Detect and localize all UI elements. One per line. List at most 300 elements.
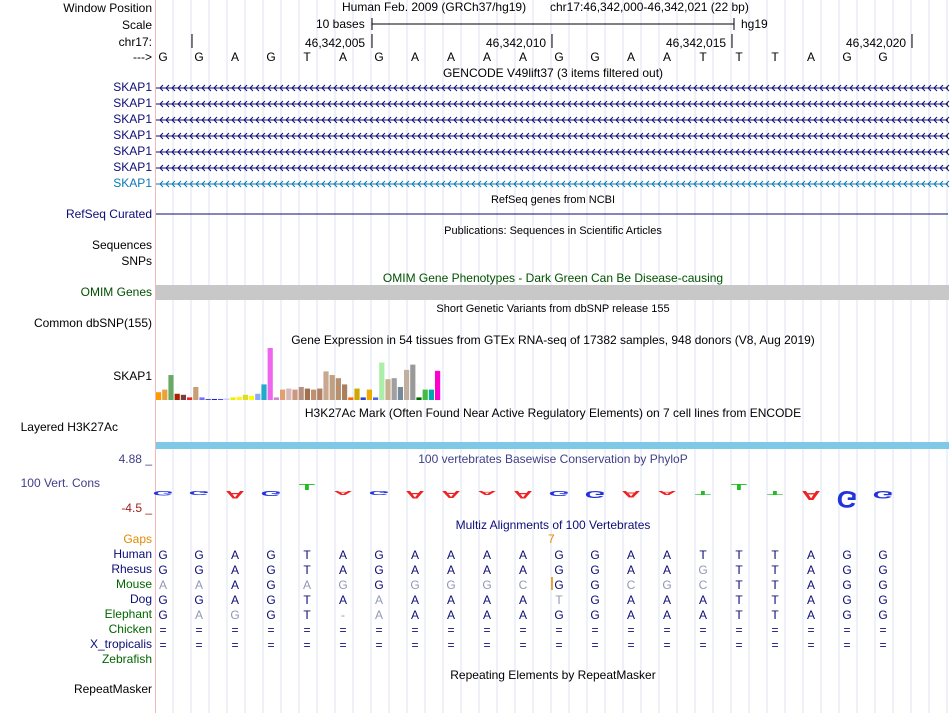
phylop-letter xyxy=(405,488,425,500)
alignment-base: G xyxy=(878,563,888,577)
alignment-base: T xyxy=(735,548,743,562)
alignment-base: = xyxy=(231,623,239,637)
phylop-letter xyxy=(369,490,390,496)
alignment-base: A xyxy=(662,608,672,622)
alignment-base: = xyxy=(879,623,887,637)
gtex-tissue-bar xyxy=(162,390,167,400)
gtex-tissue-bar xyxy=(268,348,273,400)
phylop-letter xyxy=(767,490,784,496)
species-label-rhesus: Rhesus xyxy=(111,562,152,576)
gtex-tissue-bar xyxy=(243,395,248,400)
refseq-track-title[interactable]: RefSeq genes from NCBI xyxy=(490,194,616,206)
phylop-letter xyxy=(225,488,245,500)
phylop-min-label: -4.5 _ xyxy=(121,501,152,515)
sequence-base: A xyxy=(446,50,456,64)
alignment-base: G xyxy=(878,593,888,607)
alignment-base: G xyxy=(446,578,456,592)
gtex-tissue-bar xyxy=(212,399,217,400)
alignment-base: A xyxy=(230,563,240,577)
alignment-base: A xyxy=(410,563,420,577)
alignment-base: T xyxy=(771,608,779,622)
gtex-tissue-bar xyxy=(435,371,440,400)
alignment-base: A xyxy=(626,593,636,607)
dbsnp-track-title[interactable]: Short Genetic Variants from dbSNP release 155 xyxy=(436,303,670,315)
gtex-tissue-bar xyxy=(280,390,285,400)
assembly-db-label: hg19 xyxy=(741,17,768,31)
gene-label-skap1[interactable]: SKAP1 xyxy=(113,80,152,94)
gene-label-skap1[interactable]: SKAP1 xyxy=(113,144,152,158)
alignment-base: G xyxy=(590,548,600,562)
gtex-tissue-bar xyxy=(156,392,161,400)
alignment-base: A xyxy=(446,608,456,622)
phylop-letter-glyph: A xyxy=(333,489,353,496)
alignment-base: A xyxy=(446,563,456,577)
phylop-letter-glyph: A xyxy=(621,488,641,500)
alignment-base: = xyxy=(447,638,455,652)
alignment-base: = xyxy=(555,623,563,637)
alignment-base: = xyxy=(267,638,275,652)
alignment-base: A xyxy=(662,563,672,577)
gtex-tissue-bar xyxy=(168,375,173,400)
gap-count: 7 xyxy=(548,532,555,546)
position-readout: chr17:46,342,000-46,342,021 (22 bp) xyxy=(550,0,749,14)
h3k27ac-label[interactable]: Layered H3K27Ac xyxy=(20,420,118,434)
alignment-base: G xyxy=(842,548,852,562)
alignment-base: A xyxy=(482,548,492,562)
alignment-base: A xyxy=(374,593,384,607)
gene-label-skap1[interactable]: SKAP1 xyxy=(113,176,152,190)
alignment-base: = xyxy=(591,623,599,637)
phylop-letter xyxy=(621,489,640,499)
alignment-base: G xyxy=(158,563,168,577)
alignment-base: = xyxy=(591,638,599,652)
alignment-base: G xyxy=(338,578,348,592)
alignment-base: G xyxy=(194,563,204,577)
alignment-base: C xyxy=(518,578,528,592)
gtex-tissue-bar xyxy=(230,397,235,400)
sequence-base: G xyxy=(158,50,168,64)
sequence-base: T xyxy=(735,50,743,64)
gtex-tissue-bar xyxy=(398,387,403,400)
alignment-base: = xyxy=(627,623,635,637)
gene-label-skap1[interactable]: SKAP1 xyxy=(113,96,152,110)
gtex-tissue-bar xyxy=(330,375,335,400)
sequence-base: G xyxy=(266,50,276,64)
ruler-tick-label: 46,342,020 xyxy=(846,36,907,50)
alignment-base: T xyxy=(735,578,743,592)
alignment-base: A xyxy=(446,548,456,562)
alignment-base: = xyxy=(699,638,707,652)
alignment-base: = xyxy=(771,638,779,652)
gtex-tissue-bar xyxy=(323,371,328,400)
alignment-base: G xyxy=(554,563,564,577)
alignment-base: G xyxy=(266,593,276,607)
alignment-base: = xyxy=(843,638,851,652)
strand-arrow-label: ---> xyxy=(133,50,152,64)
alignment-base: = xyxy=(807,623,815,637)
alignment-base: = xyxy=(195,638,203,652)
alignment-base: A xyxy=(338,548,348,562)
phylop-letter xyxy=(153,489,174,496)
sequence-base: G xyxy=(194,50,204,64)
omim-coverage-bar[interactable] xyxy=(156,285,949,300)
alignment-base: A xyxy=(698,608,708,622)
h3k27ac-signal-bar[interactable] xyxy=(156,442,949,449)
gtex-tissue-bar xyxy=(299,387,304,400)
alignment-base: T xyxy=(303,593,311,607)
alignment-base: = xyxy=(159,623,167,637)
phylop-letter xyxy=(657,490,676,496)
gene-models xyxy=(156,18,949,214)
phylop-letter xyxy=(695,490,712,496)
alignment-base: = xyxy=(699,623,707,637)
alignment-base: T xyxy=(771,578,779,592)
gtex-tissue-bar xyxy=(379,363,384,400)
alignment-base: A xyxy=(374,608,384,622)
alignment-base: G xyxy=(230,608,240,622)
phylop-letter-glyph: T xyxy=(298,482,316,493)
phylop-letter-glyph: G xyxy=(188,489,210,496)
omim-track-title[interactable]: OMIM Gene Phenotypes - Dark Green Can Be Disease-causing xyxy=(382,271,724,285)
alignment-base: = xyxy=(555,638,563,652)
alignment-base: = xyxy=(303,623,311,637)
phylop-letter xyxy=(441,488,460,499)
phylop-letter xyxy=(333,490,352,496)
phylop-letter-glyph: T xyxy=(766,489,784,496)
alignment-base: A xyxy=(410,608,420,622)
alignment-base: G xyxy=(158,548,168,562)
gtex-gene-label[interactable]: SKAP1 xyxy=(113,369,152,383)
alignment-base: A xyxy=(626,548,636,562)
alignment-base: G xyxy=(698,563,708,577)
gtex-tissue-bar xyxy=(218,399,223,400)
gtex-tissue-bar xyxy=(373,397,378,400)
omim-label[interactable]: OMIM Genes xyxy=(80,285,152,299)
phylop-letter xyxy=(873,488,894,500)
alignment-base: A xyxy=(230,593,240,607)
alignment-base: G xyxy=(374,548,384,562)
sequence-base: G xyxy=(374,50,384,64)
phylop-letter-glyph: G xyxy=(152,489,174,497)
gtex-track-title[interactable]: Gene Expression in 54 tissues from GTEx RNA-seq of 17382 samples, 948 donors (V8, Aug 2019) xyxy=(291,333,815,347)
alignment-base: A xyxy=(482,608,492,622)
alignment-base: = xyxy=(375,623,383,637)
alignment-base: T xyxy=(303,608,311,622)
phylop-letter-glyph: A xyxy=(405,488,425,501)
gtex-tissue-bar xyxy=(292,390,297,400)
phylop-letter-glyph: G xyxy=(368,489,390,496)
alignment-base: = xyxy=(771,623,779,637)
gene-label-skap1[interactable]: SKAP1 xyxy=(113,160,152,174)
alignment-base: G xyxy=(878,548,888,562)
dbsnp-label[interactable]: Common dbSNP(155) xyxy=(33,316,152,330)
scale-bar-label: 10 bases xyxy=(316,17,365,31)
gtex-tissue-bar xyxy=(261,384,266,400)
alignment-base: A xyxy=(518,563,528,577)
alignment-base: A xyxy=(662,548,672,562)
phylop-letter-glyph: G xyxy=(584,488,606,500)
species-label-human: Human xyxy=(113,547,152,561)
alignment-base: A xyxy=(518,593,528,607)
alignment-base: = xyxy=(339,623,347,637)
phylop-letter-glyph: A xyxy=(801,487,821,503)
alignment-base: A xyxy=(662,593,672,607)
alignment-base: A xyxy=(194,578,204,592)
gene-label-skap1[interactable]: SKAP1 xyxy=(113,112,152,126)
alignment-base: = xyxy=(879,638,887,652)
alignment-base: T xyxy=(303,548,311,562)
sequence-base: A xyxy=(230,50,240,64)
alignment-base: G xyxy=(266,608,276,622)
phylop-letter xyxy=(189,490,210,496)
alignment-base: T xyxy=(771,593,779,607)
gtex-tissue-bar xyxy=(199,397,204,400)
alignment-base: T xyxy=(735,608,743,622)
alignment-base: = xyxy=(627,638,635,652)
alignment-base: G xyxy=(158,593,168,607)
alignment-base: = xyxy=(231,638,239,652)
alignment-base: A xyxy=(446,593,456,607)
alignment-base: G xyxy=(590,608,600,622)
alignment-base: C xyxy=(698,578,708,592)
sequence-base: A xyxy=(410,50,420,64)
window-position-label: Window Position xyxy=(63,1,152,15)
species-label-zebrafish: Zebrafish xyxy=(101,652,152,666)
gtex-tissue-bar xyxy=(404,370,409,400)
alignment-base: = xyxy=(375,638,383,652)
phylop-letter xyxy=(585,488,606,499)
sequence-base: T xyxy=(699,50,707,64)
alignment-base: A xyxy=(806,563,816,577)
phylop-letter-glyph: A xyxy=(225,488,245,501)
alignment-base: A xyxy=(806,593,816,607)
phylop-letter-glyph: T xyxy=(694,489,712,496)
alignment-base: G xyxy=(266,548,276,562)
phylop-letter-glyph: T xyxy=(730,482,748,493)
assembly-title: Human Feb. 2009 (GRCh37/hg19) xyxy=(342,0,527,14)
gtex-tissue-bar xyxy=(249,396,254,400)
phylop-letter-glyph: G xyxy=(260,489,282,498)
repeatmasker-label[interactable]: RepeatMasker xyxy=(73,682,152,696)
alignment-base: G xyxy=(662,578,672,592)
alignment-base: G xyxy=(590,593,600,607)
gtex-tissue-bar xyxy=(224,398,229,400)
gtex-tissue-bar xyxy=(187,397,192,400)
gtex-bar-chart xyxy=(156,348,440,400)
phylop-track-title[interactable]: 100 vertebrates Basewise Conservation by PhyloP xyxy=(418,452,688,466)
sequence-base: T xyxy=(771,50,779,64)
alignment-base: = xyxy=(735,638,743,652)
phylop-max-label: 4.88 _ xyxy=(118,452,152,466)
alignment-base: G xyxy=(374,578,384,592)
alignment-base: G xyxy=(878,608,888,622)
h3k27ac-track-title[interactable]: H3K27Ac Mark (Often Found Near Active Regulatory Elements) on 7 cell lines from ENCODE xyxy=(304,406,802,420)
alignment-base: = xyxy=(807,638,815,652)
sequence-base: G xyxy=(878,50,888,64)
species-label-mouse: Mouse xyxy=(115,577,152,591)
phylop-letter-glyph: A xyxy=(513,488,533,501)
alignment-base: A xyxy=(482,593,492,607)
phylop-letter-glyph: G xyxy=(872,488,894,501)
publications-snps-label[interactable]: SNPs xyxy=(121,254,152,268)
scale-label: Scale xyxy=(121,18,152,32)
alignment-base: = xyxy=(303,638,311,652)
alignment-base: T xyxy=(735,593,743,607)
gtex-tissue-bar xyxy=(423,390,428,400)
alignment-base: G xyxy=(266,563,276,577)
alignment-base: T xyxy=(735,563,743,577)
alignment-base: G xyxy=(590,563,600,577)
alignment-base: A xyxy=(698,593,708,607)
species-label-dog: Dog xyxy=(129,592,152,606)
phylop-letter-glyph: A xyxy=(657,489,677,496)
alignment-base: G xyxy=(590,578,600,592)
phylop-letter xyxy=(261,489,282,497)
phylop-letter-glyph: A xyxy=(441,488,461,500)
alignment-base: A xyxy=(410,548,420,562)
species-label-chicken: Chicken xyxy=(108,622,152,636)
phylop-letter xyxy=(837,485,858,512)
alignment-base: T xyxy=(699,548,707,562)
sequence-base: G xyxy=(554,50,564,64)
alignment-base: A xyxy=(626,563,636,577)
repeatmasker-track-title[interactable]: Repeating Elements by RepeatMasker xyxy=(450,668,656,682)
gtex-tissue-bar xyxy=(348,397,353,400)
sequence-base: A xyxy=(338,50,348,64)
alignment-base: = xyxy=(735,623,743,637)
refseq-label[interactable]: RefSeq Curated xyxy=(65,207,152,221)
alignment-base: A xyxy=(338,563,348,577)
gtex-tissue-bar xyxy=(255,394,260,400)
alignment-base: = xyxy=(519,623,527,637)
sequence-base: A xyxy=(626,50,636,64)
alignment-base: A xyxy=(230,578,240,592)
gencode-track-title[interactable]: GENCODE V49lift37 (3 items filtered out) xyxy=(442,66,664,80)
publications-track-title[interactable]: Publications: Sequences in Scientific Articles xyxy=(444,225,662,237)
species-label-elephant: Elephant xyxy=(104,607,152,621)
phylop-conservation-plot xyxy=(153,483,894,512)
alignment-base: A xyxy=(806,578,816,592)
alignment-base: A xyxy=(338,593,348,607)
alignment-base: = xyxy=(483,623,491,637)
alignment-base: A xyxy=(518,608,528,622)
alignment-base: = xyxy=(159,638,167,652)
phylop-letter xyxy=(513,488,533,500)
phylop-letter xyxy=(801,488,820,502)
sequence-base: A xyxy=(662,50,672,64)
alignment-base: G xyxy=(554,548,564,562)
alignment-base: G xyxy=(842,593,852,607)
alignment-base: G xyxy=(266,578,276,592)
sequence-base: A xyxy=(482,50,492,64)
gtex-tissue-bar xyxy=(361,397,366,400)
ruler-tick-label: 46,342,005 xyxy=(305,36,366,50)
sequence-base: A xyxy=(518,50,528,64)
sequence-base: G xyxy=(842,50,852,64)
alignment-base: = xyxy=(411,623,419,637)
gtex-tissue-bar xyxy=(429,390,434,400)
alignment-base: = xyxy=(195,623,203,637)
alignment-base: = xyxy=(267,623,275,637)
alignment-base: T xyxy=(303,563,311,577)
gtex-tissue-bar xyxy=(193,387,198,400)
phylop-letter-glyph: A xyxy=(477,489,497,496)
gtex-tissue-bar xyxy=(311,390,316,400)
alignment-base: T xyxy=(555,593,563,607)
gtex-tissue-bar xyxy=(385,379,390,400)
alignment-base: G xyxy=(482,578,492,592)
phylop-letter-glyph: G xyxy=(836,485,858,513)
alignment-base: = xyxy=(519,638,527,652)
gtex-tissue-bar xyxy=(416,397,421,400)
alignment-base: = xyxy=(663,638,671,652)
alignment-base: C xyxy=(626,578,636,592)
alignment-base: A xyxy=(194,608,204,622)
phylop-letter xyxy=(477,490,496,496)
alignment-base: A xyxy=(302,578,312,592)
gtex-tissue-bar xyxy=(286,389,291,400)
sequence-base: G xyxy=(590,50,600,64)
alignment-base: G xyxy=(410,578,420,592)
alignment-base: A xyxy=(230,548,240,562)
multiz-alignment xyxy=(158,548,887,652)
alignment-base: = xyxy=(663,623,671,637)
alignment-base: = xyxy=(447,623,455,637)
alignment-base: A xyxy=(518,548,528,562)
alignment-base: G xyxy=(878,578,888,592)
gaps-label: Gaps xyxy=(123,532,152,546)
alignment-base: A xyxy=(806,608,816,622)
alignment-base: G xyxy=(554,608,564,622)
gtex-tissue-bar xyxy=(175,394,180,400)
alignment-base: T xyxy=(771,548,779,562)
alignment-base: G xyxy=(842,578,852,592)
alignment-base: A xyxy=(410,593,420,607)
alignment-base: = xyxy=(339,638,347,652)
gene-label-skap1[interactable]: SKAP1 xyxy=(113,128,152,142)
gtex-tissue-bar xyxy=(237,397,242,400)
alignment-base: G xyxy=(158,608,168,622)
chrom-label: chr17: xyxy=(118,35,152,49)
gtex-tissue-bar xyxy=(206,399,211,400)
alignment-base: G xyxy=(842,608,852,622)
alignment-base: T xyxy=(771,563,779,577)
gtex-tissue-bar xyxy=(367,390,372,400)
phylop-letter-glyph: G xyxy=(548,489,570,498)
sequence-base: T xyxy=(303,50,311,64)
alignment-base: - xyxy=(341,608,345,622)
gtex-tissue-bar xyxy=(181,395,186,400)
alignment-base: G xyxy=(842,563,852,577)
alignment-base: = xyxy=(411,638,419,652)
alignment-base: A xyxy=(158,578,168,592)
phylop-letter xyxy=(299,483,315,492)
phylop-letter xyxy=(731,483,747,492)
gtex-tissue-bar xyxy=(354,389,359,400)
publications-sequences-label[interactable]: Sequences xyxy=(91,238,152,252)
alignment-base: A xyxy=(626,608,636,622)
multiz-track-title[interactable]: Multiz Alignments of 100 Vertebrates xyxy=(455,518,651,532)
ruler-tick-label: 46,342,015 xyxy=(666,36,727,50)
alignment-base: A xyxy=(806,548,816,562)
phylop-label[interactable]: 100 Vert. Cons xyxy=(20,476,100,490)
gtex-tissue-bar xyxy=(410,365,415,400)
gtex-tissue-bar xyxy=(342,384,347,400)
alignment-base: = xyxy=(843,623,851,637)
gtex-tissue-bar xyxy=(392,378,397,400)
phylop-letter xyxy=(549,489,570,497)
alignment-base: A xyxy=(482,563,492,577)
